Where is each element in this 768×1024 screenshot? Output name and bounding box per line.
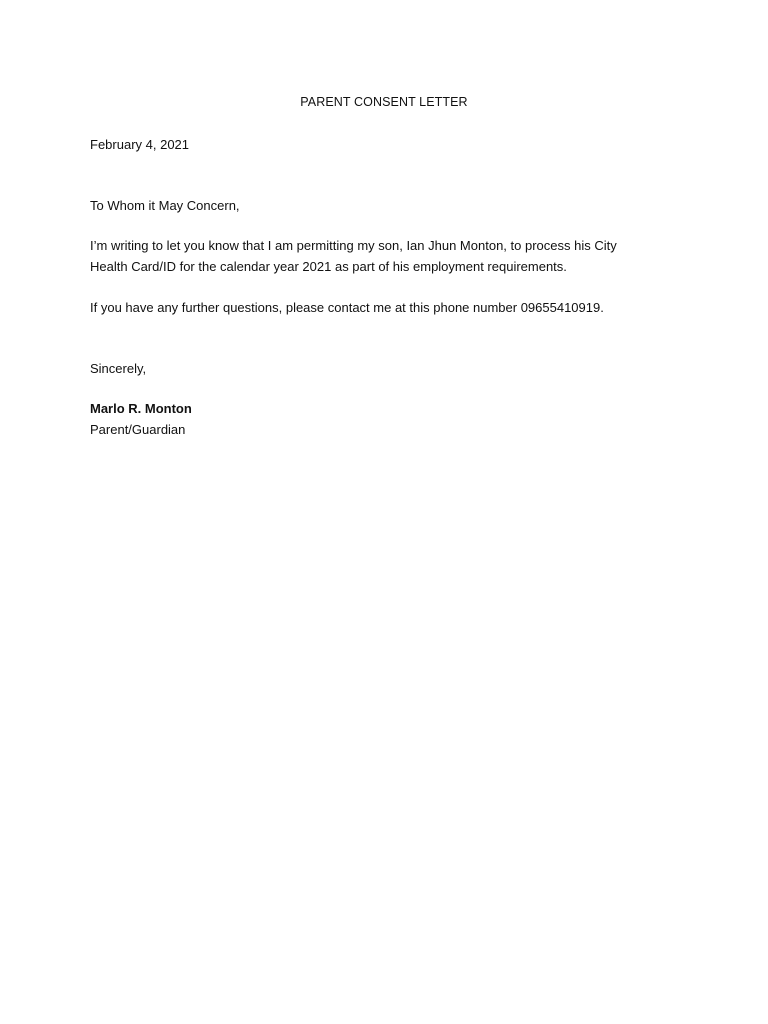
letter-title: PARENT CONSENT LETTER [300, 95, 468, 109]
signer-role: Parent/Guardian [90, 422, 186, 437]
letter-body-line-2: Health Card/ID for the calendar year 2021 as part of his employment requirements. [90, 259, 567, 274]
letter-body-line-1: I’m writing to let you know that I am permitting my son, Ian Jhun Monton, to process his City [90, 238, 617, 253]
signer-name: Marlo R. Monton [90, 401, 192, 416]
letter-closing: Sincerely, [90, 361, 147, 376]
letter-contact-line: If you have any further questions, please contact me at this phone number 09655410919. [90, 300, 604, 315]
letter-salutation: To Whom it May Concern, [90, 198, 240, 213]
letter-date: February 4, 2021 [90, 137, 190, 152]
